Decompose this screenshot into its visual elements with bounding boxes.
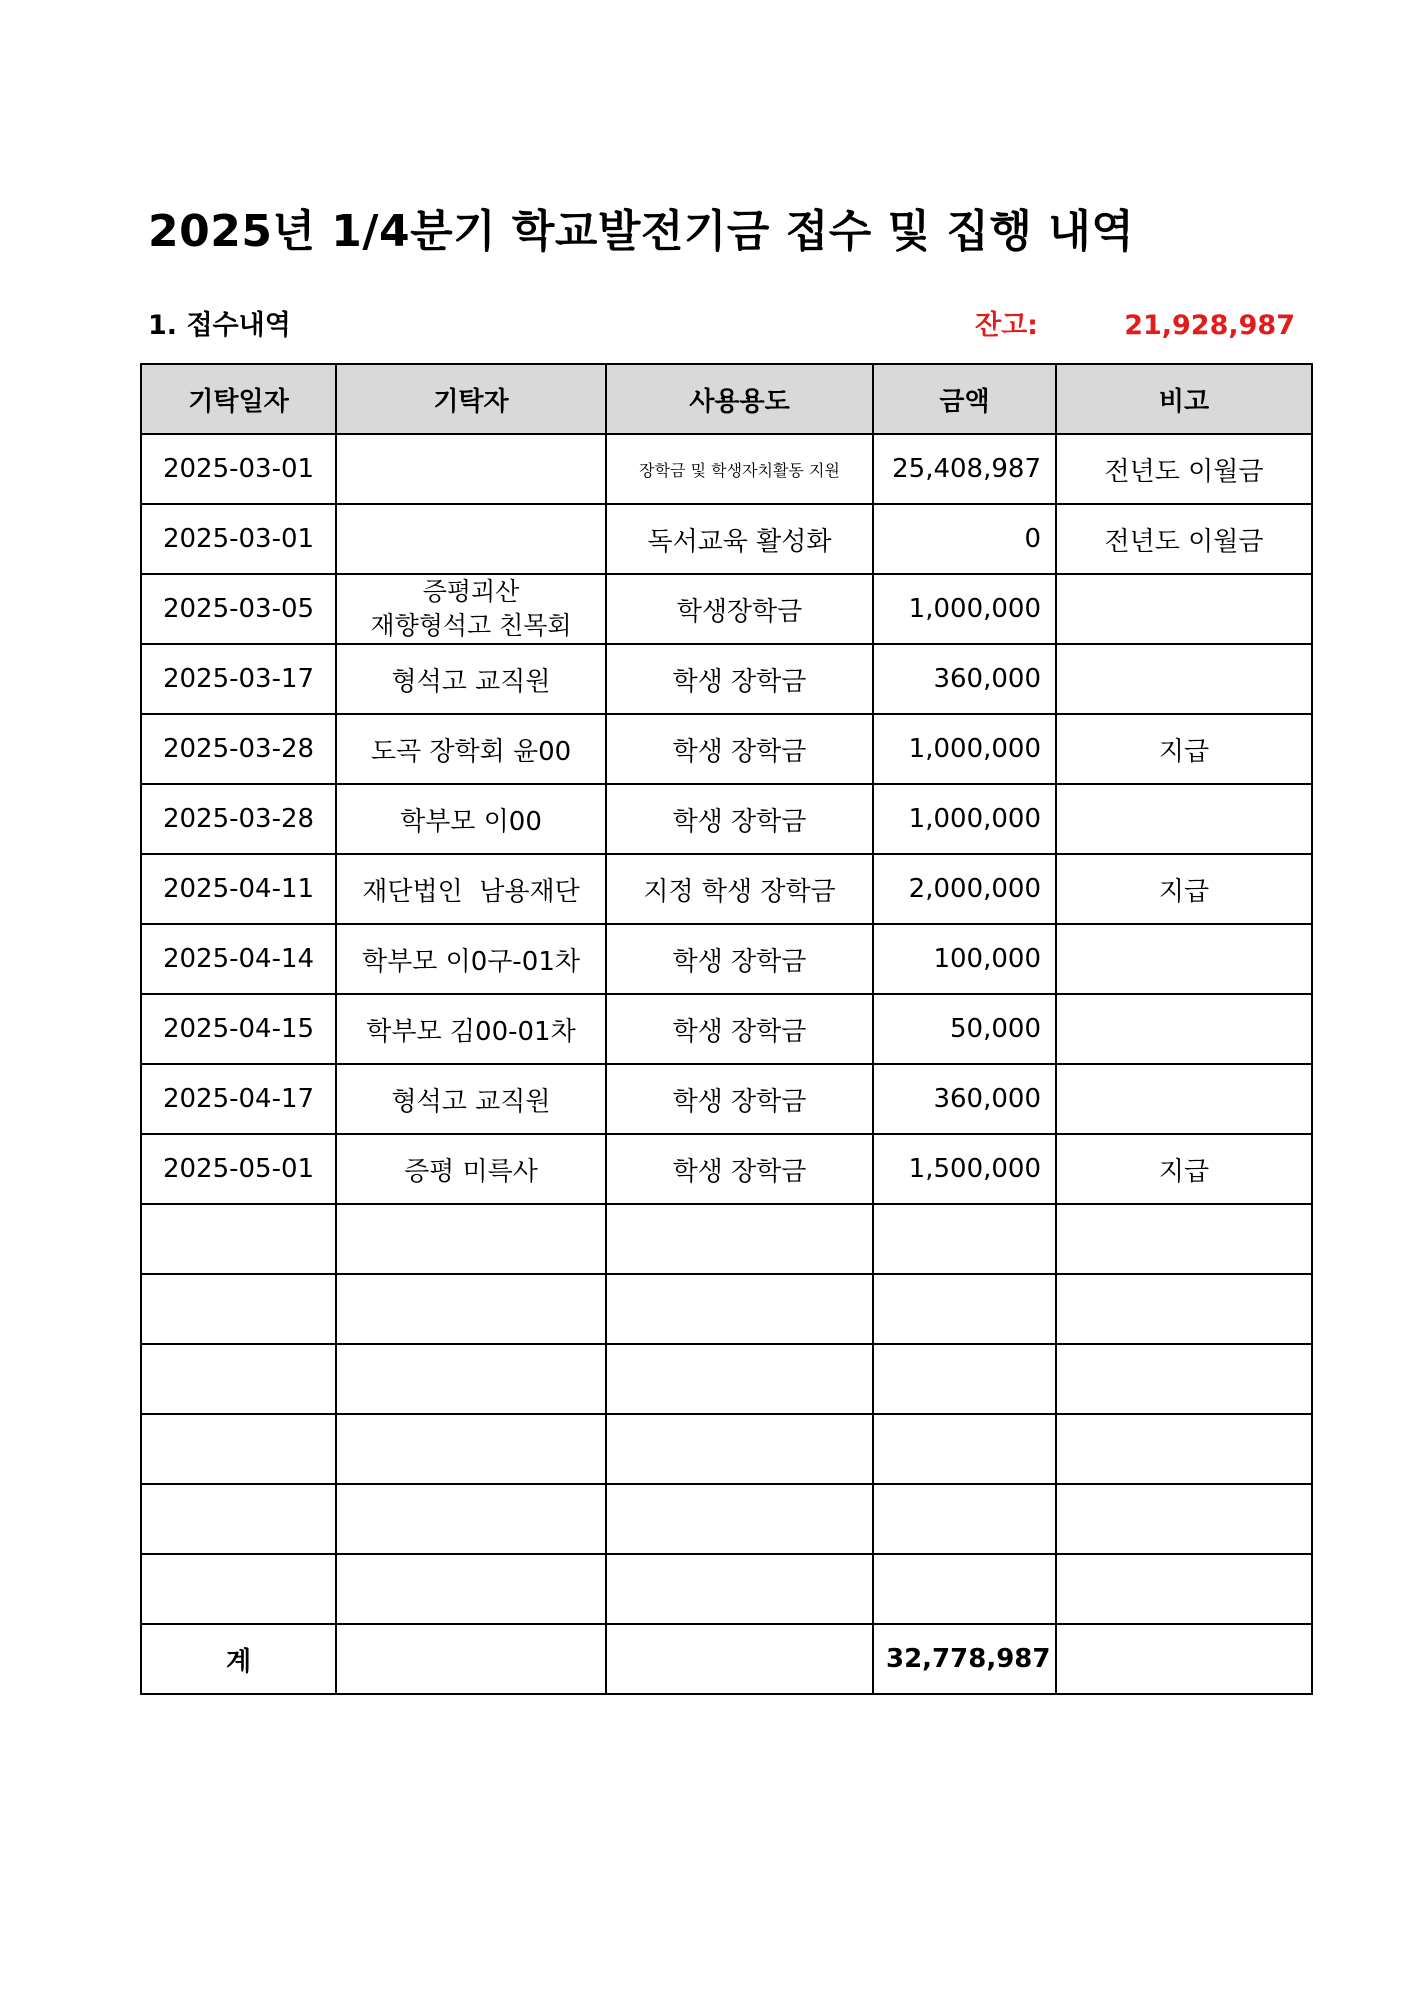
cell-donor: 학부모 이00 [336,784,606,854]
cell-donor: 형석고 교직원 [336,644,606,714]
cell-amount: 360,000 [873,644,1056,714]
cell-note: 전년도 이월금 [1056,504,1312,574]
cell-note [1056,644,1312,714]
cell-purpose: 독서교육 활성화 [606,504,873,574]
section-label: 1. 접수내역 [148,310,291,341]
cell-amount: 25,408,987 [873,434,1056,504]
table-header-row [141,364,1312,434]
cell-purpose: 학생 장학금 [606,714,873,784]
cell-purpose: 학생장학금 [606,574,873,644]
empty-row [141,1274,1312,1344]
table-row [141,1134,1312,1204]
header-purpose: 사용용도 [606,364,873,434]
table-row [141,574,1312,644]
cell-note [1056,574,1312,644]
receipt-table [140,363,1313,1695]
table-row [141,1064,1312,1134]
cell-donor [336,574,606,644]
table-row [141,854,1312,924]
cell-date: 2025-03-28 [141,784,336,854]
cell-date: 2025-03-05 [141,574,336,644]
header-donor: 기탁자 [336,364,606,434]
total-label: 계 [141,1624,336,1694]
total-amount: 32,778,987 [873,1624,1056,1694]
cell-date: 2025-03-28 [141,714,336,784]
empty-row [141,1414,1312,1484]
cell-date: 2025-04-14 [141,924,336,994]
cell-note [1056,994,1312,1064]
cell-amount: 50,000 [873,994,1056,1064]
empty-row [141,1484,1312,1554]
header-amount: 금액 [873,364,1056,434]
cell-donor: 학부모 김00-01차 [336,994,606,1064]
table-row [141,644,1312,714]
cell-purpose: 학생 장학금 [606,994,873,1064]
cell-amount: 2,000,000 [873,854,1056,924]
cell-note [1056,924,1312,994]
cell-note: 지급 [1056,714,1312,784]
cell-purpose: 학생 장학금 [606,644,873,714]
cell-amount: 0 [873,504,1056,574]
cell-date: 2025-03-01 [141,504,336,574]
balance-label: 잔고: [975,310,1038,341]
cell-amount: 1,000,000 [873,574,1056,644]
cell-donor-line2: 재향형석고 친목회 [370,611,572,640]
table-row [141,784,1312,854]
table-row [141,504,1312,574]
cell-purpose: 학생 장학금 [606,924,873,994]
cell-purpose: 학생 장학금 [606,1064,873,1134]
table-row [141,434,1312,504]
cell-donor: 학부모 이0구-01차 [336,924,606,994]
cell-donor: 증평 미륵사 [336,1134,606,1204]
cell-donor: 도곡 장학회 윤00 [336,714,606,784]
cell-date: 2025-05-01 [141,1134,336,1204]
cell-note: 전년도 이월금 [1056,434,1312,504]
balance-value: 21,928,987 [1124,310,1295,341]
cell-purpose: 학생 장학금 [606,784,873,854]
cell-amount: 1,500,000 [873,1134,1056,1204]
cell-amount: 100,000 [873,924,1056,994]
cell-date: 2025-04-11 [141,854,336,924]
cell-note [1056,784,1312,854]
cell-donor: 형석고 교직원 [336,1064,606,1134]
header-note: 비고 [1056,364,1312,434]
cell-date: 2025-03-17 [141,644,336,714]
cell-date: 2025-04-17 [141,1064,336,1134]
cell-date: 2025-04-15 [141,994,336,1064]
cell-amount: 1,000,000 [873,714,1056,784]
cell-purpose: 학생 장학금 [606,1134,873,1204]
page-title: 2025년 1/4분기 학교발전기금 접수 및 집행 내역 [148,206,1135,257]
empty-row [141,1204,1312,1274]
table-row [141,994,1312,1064]
cell-date: 2025-03-01 [141,434,336,504]
total-row [141,1624,1312,1694]
cell-purpose: 지정 학생 장학금 [606,854,873,924]
table-row [141,714,1312,784]
cell-donor-line1: 증평괴산 [422,577,520,606]
cell-donor: 재단법인 남용재단 [336,854,606,924]
cell-note: 지급 [1056,1134,1312,1204]
header-date: 기탁일자 [141,364,336,434]
cell-donor [336,504,606,574]
cell-amount: 1,000,000 [873,784,1056,854]
cell-note [1056,1064,1312,1134]
empty-row [141,1554,1312,1624]
cell-note: 지급 [1056,854,1312,924]
cell-amount: 360,000 [873,1064,1056,1134]
empty-row [141,1344,1312,1414]
cell-donor [336,434,606,504]
cell-purpose: 장학금 및 학생자치활동 지원 [606,434,873,504]
table-row [141,924,1312,994]
